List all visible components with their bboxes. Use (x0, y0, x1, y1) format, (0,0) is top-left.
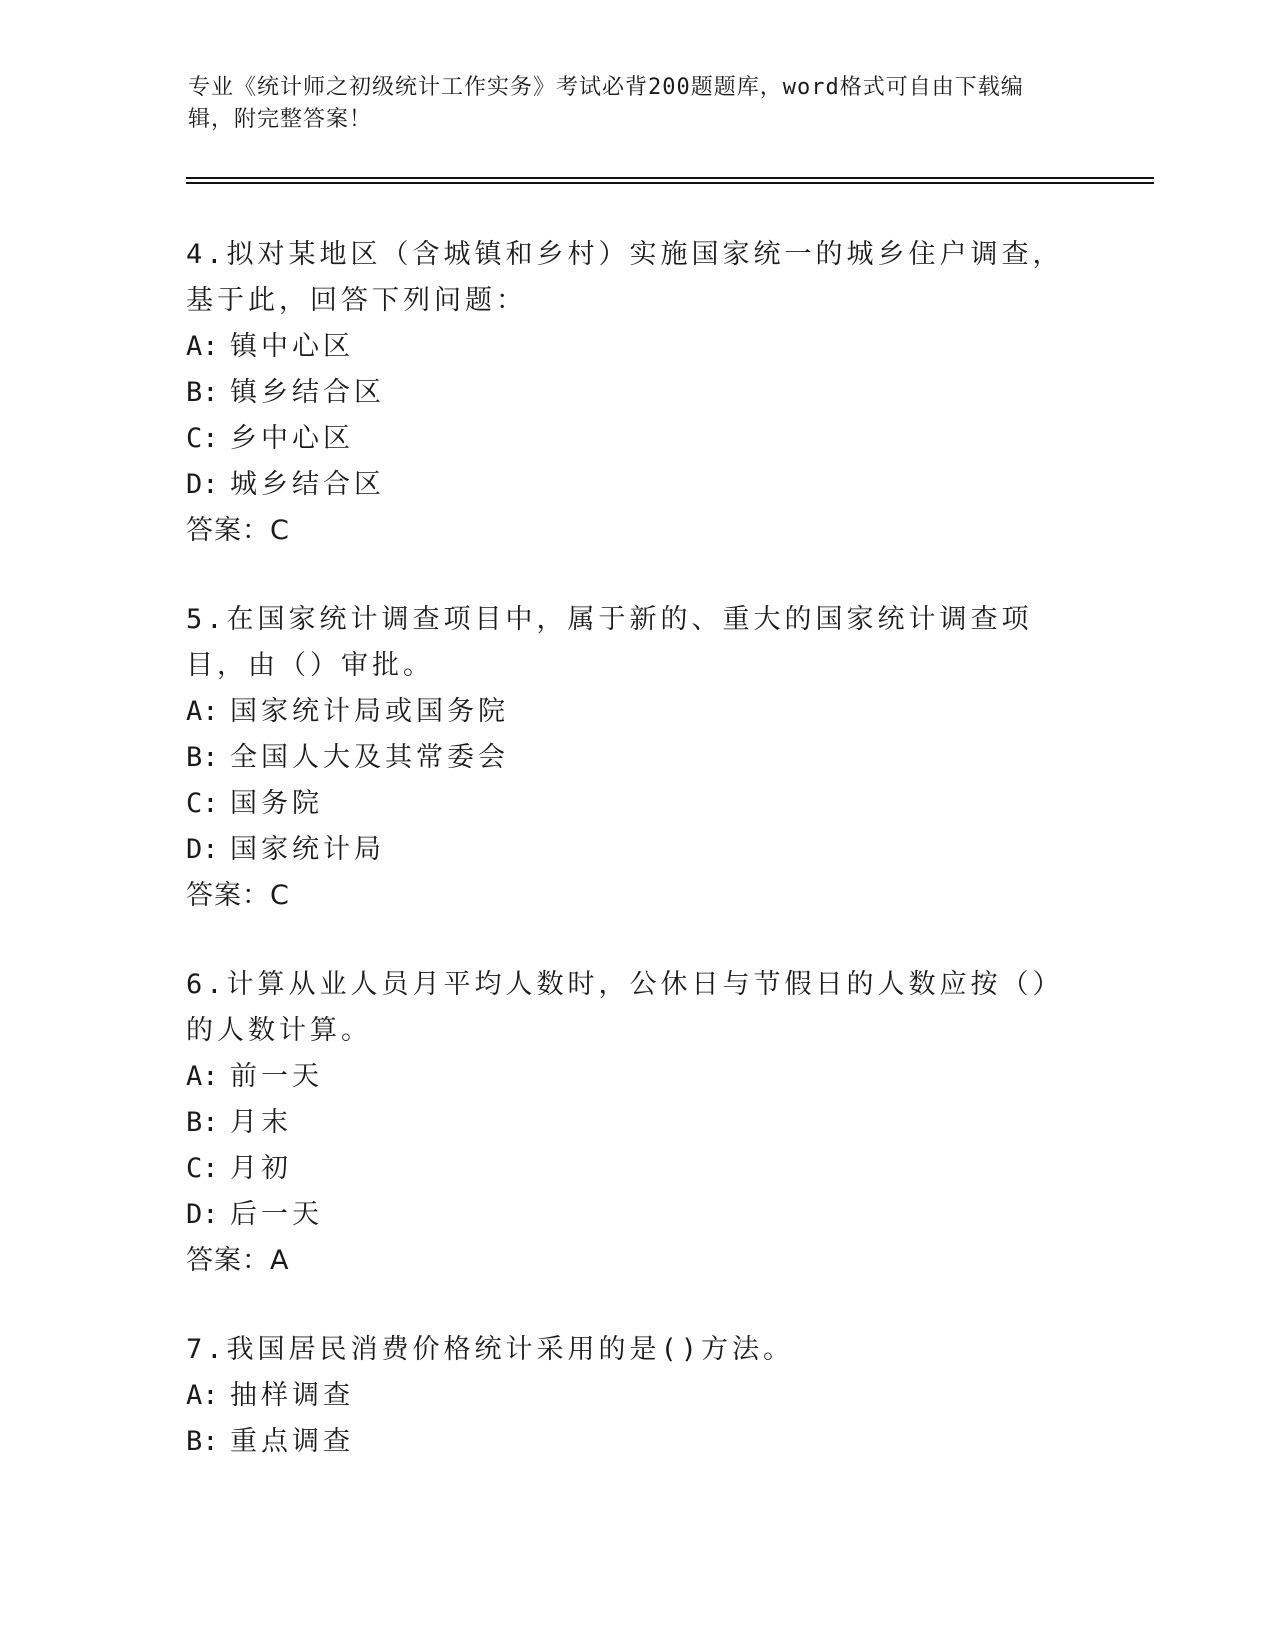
option-c (186, 1146, 1066, 1192)
question-4 (186, 232, 1066, 554)
option-b (186, 1100, 1066, 1146)
option-label: C: (186, 788, 219, 819)
option-text: 国家统计局或国务院 (230, 696, 509, 727)
option-text: 前一天 (230, 1061, 323, 1092)
option-d (186, 1192, 1066, 1238)
option-text: 镇乡结合区 (230, 377, 385, 408)
option-label: B: (186, 377, 219, 408)
question-text: 6.计算从业人员月平均人数时，公休日与节假日的人数应按（）的人数计算。 (186, 969, 1064, 1046)
option-label: A: (186, 331, 219, 362)
question-6 (186, 962, 1066, 1284)
header-divider-top (186, 177, 1154, 179)
option-text: 乡中心区 (230, 423, 354, 454)
option-text: 国务院 (230, 788, 323, 819)
option-label: B: (186, 742, 219, 773)
option-text: 抽样调查 (230, 1380, 354, 1411)
question-5 (186, 597, 1066, 919)
option-label: B: (186, 1107, 219, 1138)
option-text: 月末 (230, 1107, 292, 1138)
option-d (186, 462, 1066, 508)
option-label: B: (186, 1426, 219, 1457)
option-a (186, 324, 1066, 370)
option-b (186, 370, 1066, 416)
option-label: C: (186, 1153, 219, 1184)
header-divider-bottom (186, 182, 1154, 184)
option-label: A: (186, 1380, 219, 1411)
option-b (186, 735, 1066, 781)
option-text: 后一天 (230, 1199, 323, 1230)
option-label: D: (186, 834, 219, 865)
answer-text: 答案：A (186, 1245, 290, 1276)
option-label: A: (186, 1061, 219, 1092)
option-text: 镇中心区 (230, 331, 354, 362)
option-text: 月初 (230, 1153, 292, 1184)
option-text: 全国人大及其常委会 (230, 742, 509, 773)
question-list (186, 232, 1066, 1508)
option-label: D: (186, 1199, 219, 1230)
option-a (186, 1054, 1066, 1100)
option-a (186, 689, 1066, 735)
option-text: 重点调查 (230, 1426, 354, 1457)
question-text: 4.拟对某地区（含城镇和乡村）实施国家统一的城乡住户调查，基于此，回答下列问题： (186, 239, 1064, 316)
option-c (186, 416, 1066, 462)
option-c (186, 781, 1066, 827)
option-label: A: (186, 696, 219, 727)
question-text: 5.在国家统计调查项目中，属于新的、重大的国家统计调查项目，由（）审批。 (186, 604, 1033, 681)
option-a (186, 1373, 1066, 1419)
option-b (186, 1419, 1066, 1465)
answer-text: 答案：C (186, 515, 290, 546)
option-text: 国家统计局 (230, 834, 385, 865)
option-d (186, 827, 1066, 873)
option-text: 城乡结合区 (230, 469, 385, 500)
option-label: C: (186, 423, 219, 454)
option-label: D: (186, 469, 219, 500)
answer-text: 答案：C (186, 880, 290, 911)
question-text: 7.我国居民消费价格统计采用的是()方法。 (186, 1334, 795, 1365)
document-header: 专业《统计师之初级统计工作实务》考试必背200题题库，word格式可自由下载编辑，附完整答案！ (188, 75, 1024, 132)
question-7 (186, 1327, 1066, 1465)
